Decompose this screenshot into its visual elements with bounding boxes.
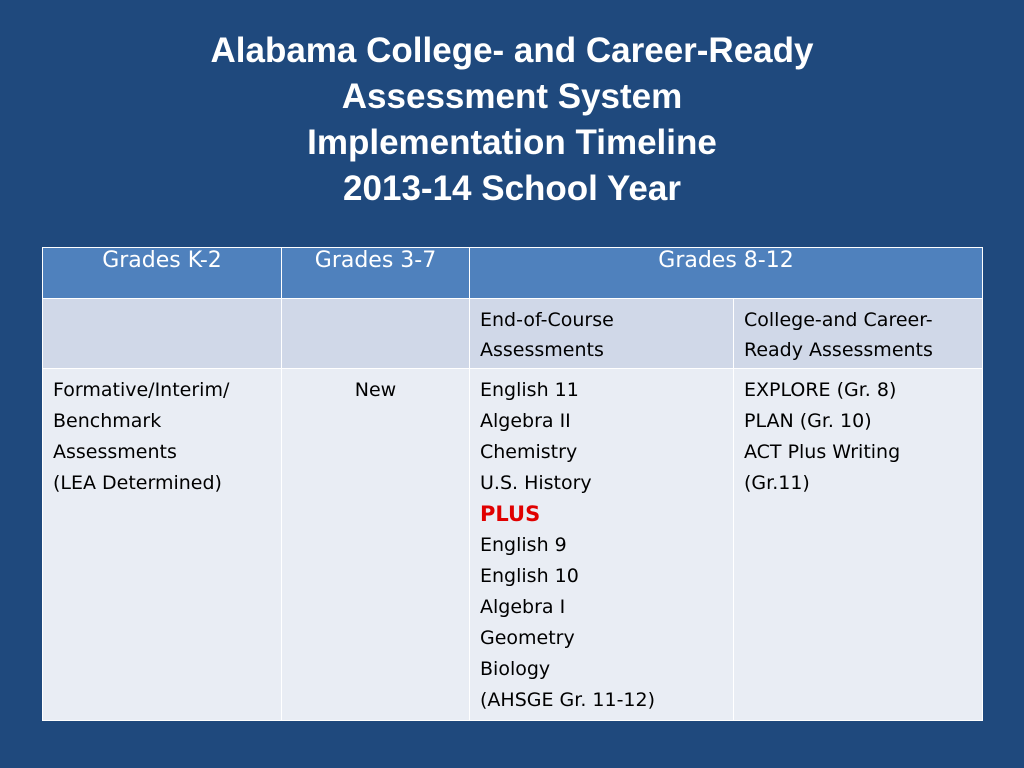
- eoc-item: English 11: [480, 379, 579, 401]
- title-line-4: 2013-14 School Year: [343, 169, 681, 208]
- subheader-college-career: [734, 299, 983, 369]
- header-grades-3-7: Grades 3-7: [282, 248, 470, 299]
- title-line-2: Assessment System: [341, 77, 683, 116]
- g37-new-label: New: [354, 379, 397, 401]
- eoc-item: Chemistry: [480, 441, 578, 463]
- cell-k2-assessments: [43, 369, 282, 721]
- cell-college-career-list: [734, 369, 983, 721]
- k2-line: Formative/Interim/: [53, 379, 230, 401]
- k2-line: Benchmark: [53, 410, 162, 432]
- body-row: [43, 369, 983, 721]
- slide-title: [0, 28, 1024, 212]
- cell-end-of-course-list: [470, 369, 734, 721]
- ccr-subheader-line: Ready Assessments: [744, 339, 933, 361]
- eoc-item: (AHSGE Gr. 11-12): [480, 689, 656, 711]
- header-grades-8-12: Grades 8-12: [470, 248, 983, 299]
- eoc-item: English 10: [480, 565, 579, 587]
- header-grades-k-2: Grades K-2: [43, 248, 282, 299]
- eoc-item: U.S. History: [480, 472, 592, 494]
- eoc-subheader-line: End-of-Course: [480, 309, 614, 331]
- subheader-end-of-course: [470, 299, 734, 369]
- ccr-item: ACT Plus Writing: [744, 441, 901, 463]
- subheader-empty-3-7: [282, 299, 470, 369]
- subheader-empty-k2: [43, 299, 282, 369]
- ccr-item: PLAN (Gr. 10): [744, 410, 872, 432]
- eoc-item: Geometry: [480, 627, 575, 649]
- title-line-3: Implementation Timeline: [307, 123, 717, 162]
- timeline-table: [42, 247, 983, 721]
- k2-line: Assessments: [53, 441, 177, 463]
- eoc-item: Algebra I: [480, 596, 566, 618]
- eoc-item: Algebra II: [480, 410, 571, 432]
- header-row: [43, 248, 983, 299]
- ccr-item: (Gr.11): [744, 472, 810, 494]
- cell-3-7-assessments: [282, 369, 470, 721]
- ccr-item: EXPLORE (Gr. 8): [744, 379, 897, 401]
- ccr-subheader-line: College-and Career-: [744, 309, 933, 331]
- title-line-1: Alabama College- and Career-Ready: [210, 31, 814, 70]
- eoc-subheader-line: Assessments: [480, 339, 604, 361]
- subheader-row: [43, 299, 983, 369]
- eoc-item: English 9: [480, 534, 567, 556]
- plus-label: PLUS: [480, 502, 541, 526]
- k2-line: (LEA Determined): [53, 472, 222, 494]
- eoc-item: Biology: [480, 658, 551, 680]
